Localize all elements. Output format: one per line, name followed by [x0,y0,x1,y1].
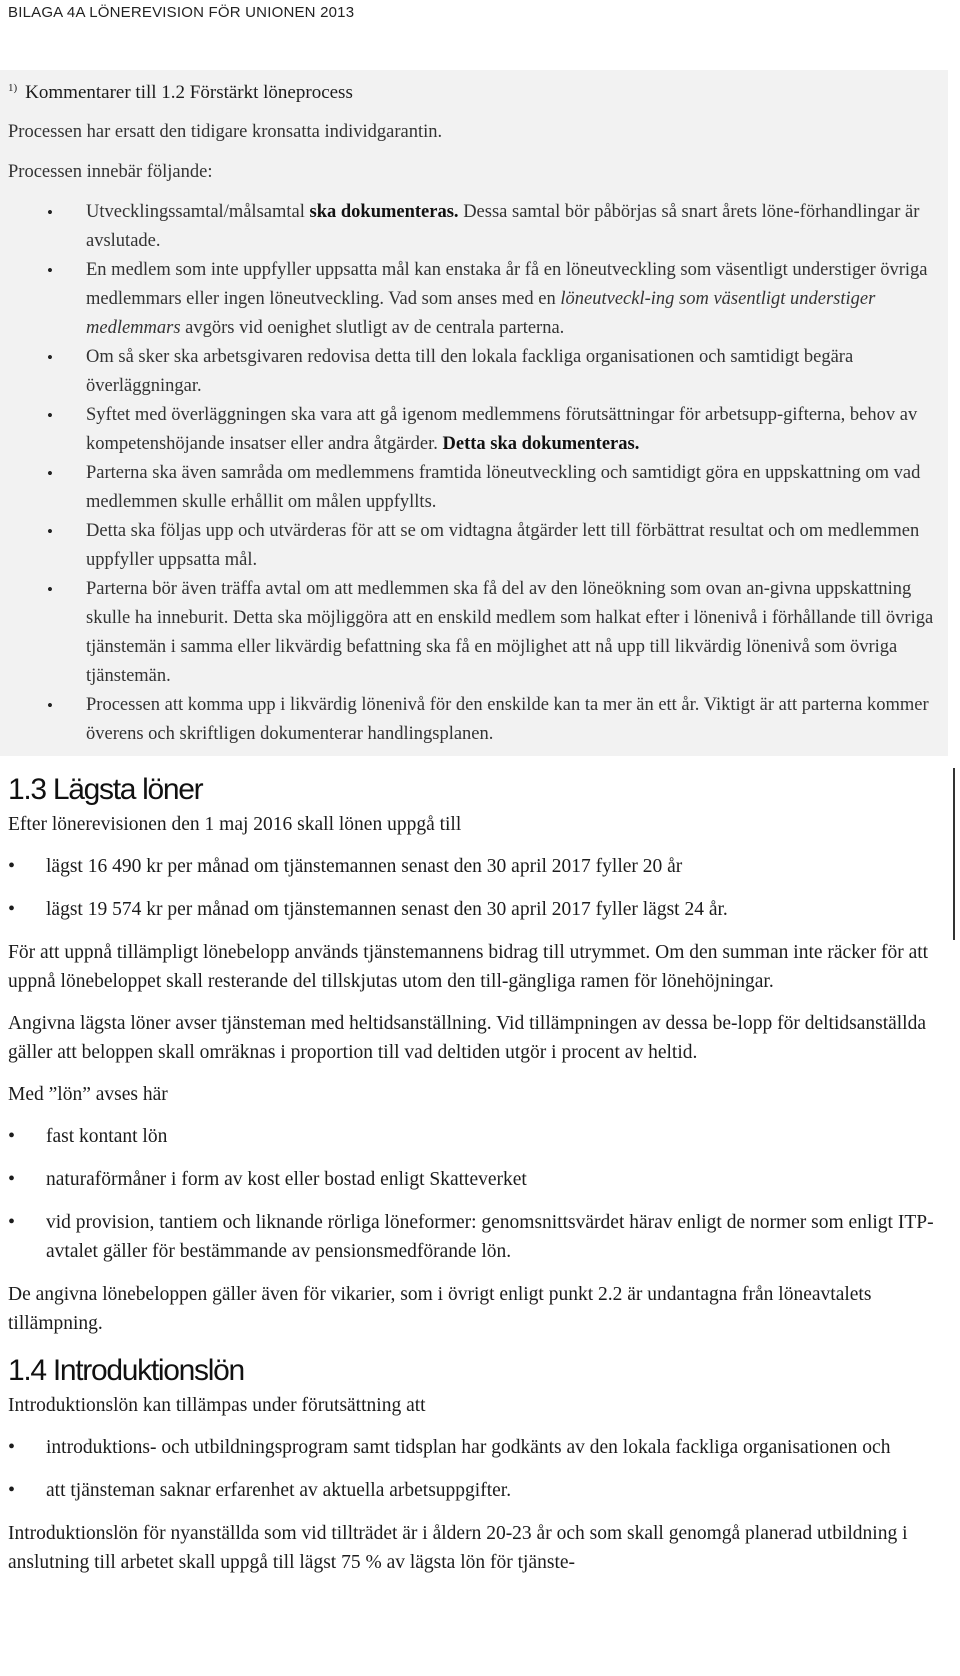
section-heading-1-4: 1.4 Introduktionslön [8,1354,244,1387]
paragraph: Med ”lön” avses här [8,1084,168,1105]
introduction-conditions-list [8,1433,943,1505]
list-item: • naturaförmåner i form av kost eller bostad enligt Skatteverket [8,1165,943,1194]
paragraph: Angivna lägsta löner avser tjänsteman med heltidsanställning. Vid tillämpningen av dessa be-lopp för deltidsanställda gäller att beloppen skall omräknas i proportion till vad deltiden utgör i procent av heltid. [8,1013,927,1063]
list-item: • fast kontant lön [8,1122,943,1151]
comment-box-content [8,74,940,749]
list-item: • Om så sker ska arbetsgivaren redovisa detta till den lokala fackliga organisationen och samtidigt begära överläggningar. [8,343,940,401]
paragraph: För att uppnå tillämpligt lönebelopp används tjänstemannens bidrag till utrymmet. Om den summan inte räcker för att uppnå lönebeloppet skall resterande del tillskjutas utom den till-gängliga ramen för lönehöjningar. [8,942,929,992]
list-item: • Processen att komma upp i likvärdig lönenivå för den enskilde kan ta mer än ett år. Viktigt är att parterna kommer överens och skriftligen dokumenterar handlingsplanen. [8,691,940,749]
list-item: • Syftet med överläggningen ska vara att gå igenom medlemmens förutsättningar för arbetsupp-gifterna, behov av kompetenshöjande insatser eller andra åtgärder. Detta ska dokumenteras. [8,401,940,459]
section-intro: Introduktionslön kan tillämpas under förutsättning att [8,1395,426,1416]
comment-title-text: Kommentarer till 1.2 Förstärkt löneprocess [25,82,353,103]
margin-change-bar [953,768,955,940]
comment-paragraph: Processen har ersatt den tidigare kronsatta individgarantin. [8,122,443,142]
list-item: • introduktions- och utbildningsprogram samt tidsplan har godkänts av den lokala fackliga organisationen och [8,1433,943,1462]
paragraph: Introduktionslön för nyanställda som vid tillträdet är i åldern 20-23 år och som skall genomgå planerad utbildning i anslutning till arbetet skall uppgå till lägst 75 % av lägsta lön för tjänste- [8,1523,908,1573]
minimum-wage-list [8,852,943,924]
comment-title [8,74,940,107]
comment-list [8,198,940,749]
list-item: • Parterna bör även träffa avtal om att medlemmen ska få del av den löneökning som ovan an-givna uppskattning skulle ha inneburit. Detta ska möjliggöra att en enskild medlem som halkat efter i lönenivå i förhållande till övriga tjänstemän i samma eller likvärdig befattning ska få en möjlighet att nå upp till likvärdig lönenivå som övriga tjänstemän. [8,575,940,691]
document-header: BILAGA 4A LÖNEREVISION FÖR UNIONEN 2013 [8,4,355,21]
section-intro: Efter lönerevisionen den 1 maj 2016 skall lönen uppgå till [8,814,462,835]
list-item: • En medlem som inte uppfyller uppsatta mål kan enstaka år få en löneutveckling som väsentligt understiger övriga medlemmars eller ingen löneutveckling. Vad som anses med en löneutveckl-ing som väsentligt understiger medlemmars avgörs vid oenighet slutligt av de centrala parterna. [8,256,940,343]
list-item: • Detta ska följas upp och utvärderas för att se om vidtagna åtgärder lett till förbättrat resultat och om medlemmen uppfyller uppsatta mål. [8,517,940,575]
footnote-mark: 1) [8,82,18,94]
italic-text: löneutveckl-ing som väsentligt understiger medlemmars [86,289,876,338]
salary-definition-list [8,1122,943,1266]
bold-text: ska dokumenteras. [309,202,459,222]
list-item: • vid provision, tantiem och liknande rörliga löneformer: genomsnittsvärdet härav enligt de normer som enligt ITP-avtalet gäller för bestämmande av pensionsmedförande lön. [8,1208,943,1266]
list-item: • Utvecklingssamtal/målsamtal ska dokumenteras. Dessa samtal bör påbörjas så snart årets löne-förhandlingar är avslutade. [8,198,940,256]
list-item: • lägst 19 574 kr per månad om tjänstemannen senast den 30 april 2017 fyller lägst 24 år. [8,895,943,924]
list-item: • att tjänsteman saknar erfarenhet av aktuella arbetsuppgifter. [8,1476,943,1505]
paragraph: De angivna lönebeloppen gäller även för vikarier, som i övrigt enligt punkt 2.2 är undantagna från löneavtalets tillämpning. [8,1284,872,1334]
section-heading-1-3: 1.3 Lägsta löner [8,773,203,806]
comment-paragraph: Processen innebär följande: [8,162,213,182]
main-content [8,770,943,1590]
list-item: • lägst 16 490 kr per månad om tjänstemannen senast den 30 april 2017 fyller 20 år [8,852,943,881]
bold-text: Detta ska dokumenteras. [442,434,640,454]
list-item: • Parterna ska även samråda om medlemmens framtida löneutveckling och samtidigt göra en uppskattning om vad medlemmen skulle erhållit om målen uppfyllts. [8,459,940,517]
